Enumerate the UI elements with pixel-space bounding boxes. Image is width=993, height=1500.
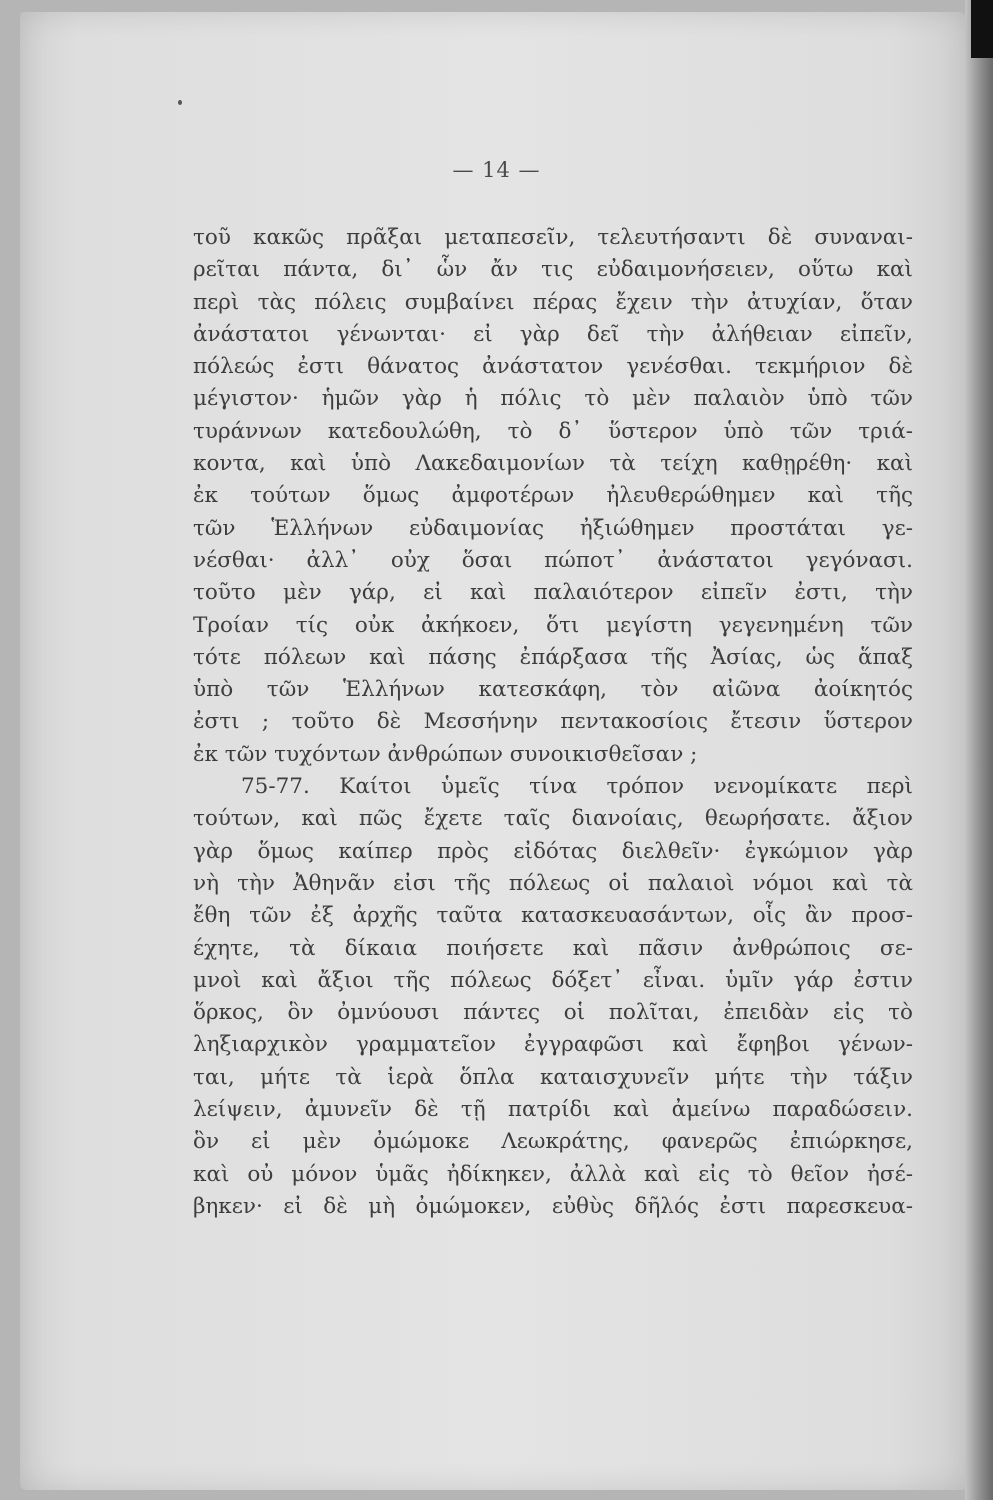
text-line: ται, μήτε τὰ ἱερὰ ὅπλα καταισχυνεῖν μήτε τὴν τάξιν [193, 1064, 913, 1090]
text-line: νὴ τὴν Ἀθηνᾶν εἰσι τῆς πόλεως οἱ παλαιοὶ νόμοι καὶ τὰ [193, 870, 913, 896]
text-line: ὅρκος, ὃν ὀμνύουσι πάντες οἱ πολῖται, ἐπειδὰν εἰς τὸ [193, 1000, 913, 1026]
text-line: ὑπὸ τῶν Ἑλλήνων κατεσκάφη, τὸν αἰῶνα ἀοίκητός [193, 677, 913, 703]
text-line: τούτων, καὶ πῶς ἔχετε ταῖς διανοίαις, θεωρήσατε. ἄξιον [193, 806, 913, 832]
text-line: ἐκ τούτων ὅμως ἀμφοτέρων ἠλευθερώθημεν καὶ τῆς [193, 483, 913, 509]
text-line: βηκεν· εἰ δὲ μὴ ὀμώμοκεν, εὐθὺς δῆλός ἐστι παρεσκευα- [193, 1193, 913, 1219]
text-line: τοῦτο μὲν γάρ, εἰ καὶ παλαιότερον εἰπεῖν ἐστι, τὴν [193, 580, 913, 606]
text-line: ὃν εἰ μὲν ὀμώμοκε Λεωκράτης, φανερῶς ἐπιώρκησε, [193, 1129, 913, 1155]
text-line: κοντα, καὶ ὑπὸ Λακεδαιμονίων τὰ τείχη καθῃρέθη· καὶ [193, 451, 913, 477]
page-number: — 14 — [452, 158, 541, 182]
text-line: ἐστι ; τοῦτο δὲ Μεσσήνην πεντακοσίοις ἔτεσιν ὕστερον [193, 709, 913, 735]
text-line: ἐκ τῶν τυχόντων ἀνθρώπων συνοικισθεῖσαν ; [193, 741, 698, 767]
text-line: νέσθαι· ἀλλ᾽ οὐχ ὅσαι πώποτ᾽ ἀνάστατοι γεγόνασι. [193, 547, 913, 573]
text-line: ρεῖται πάντα, δι᾽ ὧν ἄν τις εὐδαιμονήσειεν, οὕτω καὶ [193, 257, 913, 283]
text-line: τυράννων κατεδουλώθη, τὸ δ᾽ ὕστερον ὑπὸ τῶν τριά- [193, 418, 913, 444]
right-binding-shadow [965, 0, 993, 1500]
top-right-dark-corner [971, 0, 993, 58]
text-line: έχητε, τὰ δίκαια ποιήσετε καὶ πᾶσιν ἀνθρώποις σε- [193, 935, 913, 961]
text-line: καὶ οὐ μόνον ὑμᾶς ἠδίκηκεν, ἀλλὰ καὶ εἰς τὸ θεῖον ἠσέ- [193, 1161, 913, 1187]
body-text [193, 222, 913, 1223]
text-line: ἀνάστατοι γένωνται· εἰ γὰρ δεῖ τὴν ἀλήθειαν εἰπεῖν, [193, 321, 913, 347]
text-line: Τροίαν τίς οὐκ ἀκήκοεν, ὅτι μεγίστη γεγενημένη τῶν [193, 612, 913, 638]
text-line: γὰρ ὅμως καίπερ πρὸς εἰδότας διελθεῖν· ἐγκώμιον γὰρ [193, 838, 913, 864]
text-line: τότε πόλεων καὶ πάσης ἐπάρξασα τῆς Ἀσίας, ὡς ἅπαξ [193, 644, 913, 670]
text-line: μέγιστον· ἡμῶν γὰρ ἡ πόλις τὸ μὲν παλαιὸν ὑπὸ τῶν [193, 386, 913, 412]
text-line: λείψειν, ἀμυνεῖν δὲ τῇ πατρίδι καὶ ἀμείνω παραδώσειν. [193, 1097, 913, 1123]
text-line: τῶν Ἑλλήνων εὐδαιμονίας ἠξιώθημεν προστάται γε- [193, 515, 913, 541]
text-line: τοῦ κακῶς πρᾶξαι μεταπεσεῖν, τελευτήσαντι δὲ συναναι- [193, 225, 913, 250]
text-line: περὶ τὰς πόλεις συμβαίνει πέρας ἔχειν τὴν ἀτυχίαν, ὅταν [193, 289, 913, 315]
text-line: ἔθη τῶν ἐξ ἀρχῆς ταῦτα κατασκευασάντων, οἷς ἂν προσ- [193, 903, 913, 929]
paragraph-start-line: 75-77. Καίτοι ὑμεῖς τίνα τρόπον νενομίκατε περὶ [241, 774, 913, 800]
text-line: μνοὶ καὶ ἄξιοι τῆς πόλεως δόξετ᾽ εἶναι. ὑμῖν γάρ ἐστιν [193, 967, 913, 993]
text-line: πόλεώς ἐστι θάνατος ἀνάστατον γενέσθαι. τεκμήριον δὲ [193, 354, 913, 380]
ink-speck [178, 100, 182, 105]
text-line: ληξιαρχικὸν γραμματεῖον ἐγγραφῶσι καὶ ἔφηβοι γένων- [193, 1032, 913, 1058]
